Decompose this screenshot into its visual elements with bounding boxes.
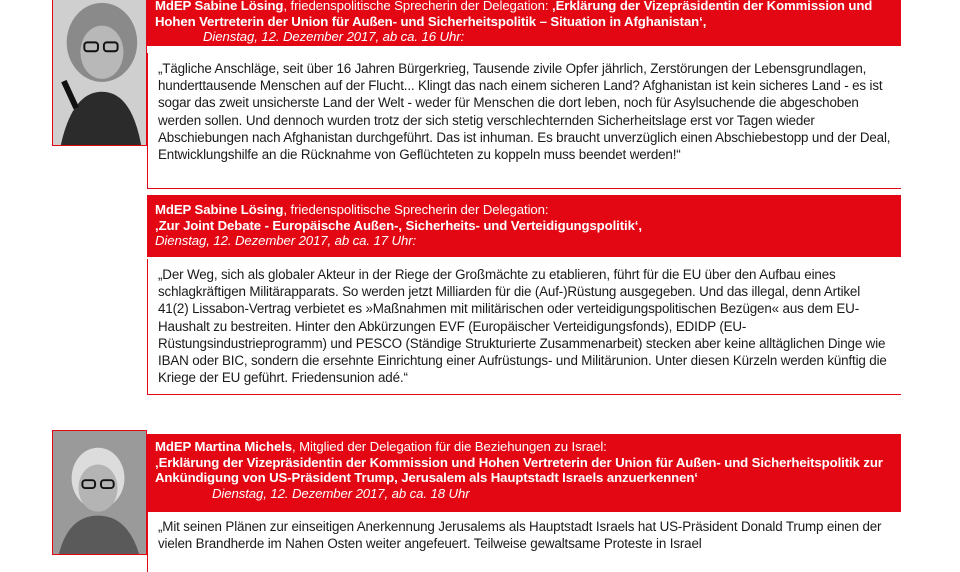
speaker-photo-loesing — [52, 0, 147, 146]
statement-header — [147, 195, 901, 257]
statement-quote — [147, 259, 901, 395]
debate-date: Dienstag, 12. Dezember 2017, ab ca. 16 Uhr: — [203, 29, 465, 44]
statement-quote — [147, 512, 901, 572]
debate-topic: ‚Erklärung der Vizepräsidentin der Kommission und Hohen Vertreterin der Union für Außen- und Sicherheitspolitik zur Ankündigung von US-Präsident Trump, Jerusalem als Hauptstadt Israels anzuerkennen‘ — [155, 454, 883, 485]
speaker-name: MdEP Sabine Lösing — [155, 202, 284, 217]
debate-date: Dienstag, 12. Dezember 2017, ab ca. 17 Uhr: — [155, 233, 417, 248]
speaker-role: , friedenspolitische Sprecherin der Delegation: — [283, 0, 553, 13]
debate-date: Dienstag, 12. Dezember 2017, ab ca. 18 Uhr — [212, 485, 470, 501]
debate-topic: ‚Erklärung der Vizepräsidentin der Kommission und Hohen Vertreterin der Union für Außen- und Sicherheitspolitik – Situation in Afghanistan‘, — [155, 0, 873, 29]
statement-header — [147, 0, 901, 46]
speaker-name: MdEP Sabine Lösing — [155, 0, 284, 13]
statement-quote — [147, 53, 901, 189]
quote-text: „Mit seinen Plänen zur einseitigen Anerkennung Jerusalems als Hauptstadt Israels hat US-Präsident Donald Trump einen der vielen Brandherde im Nahen Osten weiter angefeuert. Teilweise gewaltsame Proteste in Israel — [158, 519, 882, 552]
quote-text: „Der Weg, sich als globaler Akteur in der Riege der Großmächte zu etablieren, führt für die EU über den Aufbau eines schlagkräftigen Militärapparats. So werden jetzt Milliarden für die (Auf-)Rüstung ausgegeben. Und das illegal, denn Artikel 41(2) Lissabon-Vertrag verbietet es »Maßnahmen mit militärischen oder verteidigungspolitischen Bezügen« aus dem EU-Haushalt zu bestreiten. Hinter den Abkürzungen EVF (Europäischer Verteidigungsfonds), EDIDP (EU-Rüstungsindustrieprogramm) und PESCO (Ständige Strukturierte Zusammenarbeit) stecken aber keine alltäglichen Dinge wie IBAN oder BIC, sondern die ersehnte Einrichtung einer Aufrüstungs- und Militärunion. Unter diesen Kürzeln werden künftig die Kriege der EU geführt. Friedensunion adé.“ — [158, 267, 887, 386]
speaker-role: , Mitglied der Delegation für die Beziehungen zu Israel: — [292, 439, 607, 454]
speaker-photo-michels — [52, 430, 147, 555]
quote-text: „Tägliche Anschläge, seit über 16 Jahren Bürgerkrieg, Tausende zivile Opfer jährlich, Zerstörungen der Lebensgrundlagen, hunderttausende Menschen auf der Flucht... Klingt das nach einem sicheren Land? Afghanistan ist kein sicheres Land - es ist sogar das zweit unsicherste Land der Welt - weder für Menschen die dort leben, noch für Asylsuchende die abgeschoben werden sollen. Und dennoch wurden trotz der sich stetig verschlechternden Sicherheitslage erst vor Tagen wieder Abschiebungen nach Afghanistan durchgeführt. Das ist inhuman. Es braucht unverzüglich einen Abschiebestopp und der Deal, Entwicklungshilfe an die Rücknahme von Geflüchteten zu koppeln muss beendet werden!“ — [158, 61, 891, 163]
statement-header — [147, 434, 901, 512]
speaker-name: MdEP Martina Michels — [155, 439, 292, 454]
speaker-role: , friedenspolitische Sprecherin der Delegation: — [283, 202, 549, 217]
debate-topic: ‚Zur Joint Debate - Europäische Außen-, Sicherheits- und Verteidigungspolitik‘, — [155, 217, 642, 233]
